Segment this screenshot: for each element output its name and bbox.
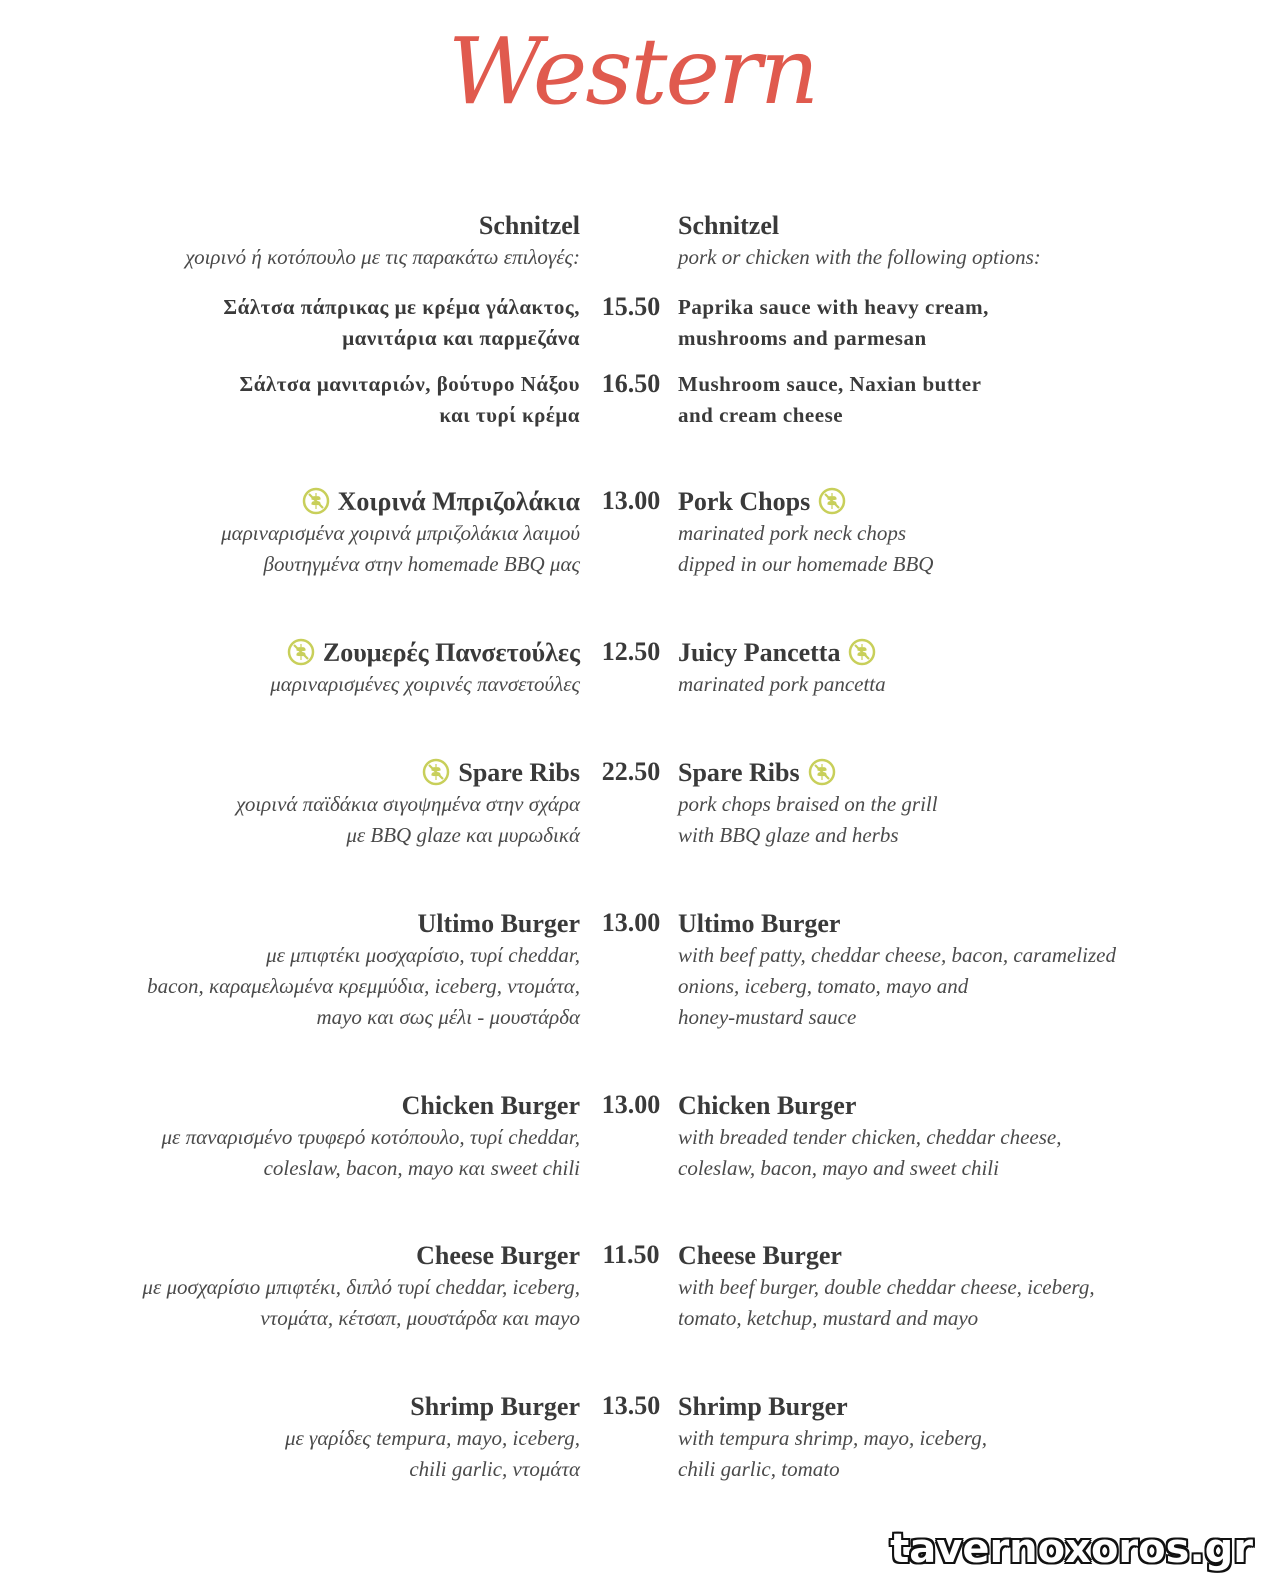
item-name-en: Spare Ribs [678,757,938,789]
item-desc-en: marinated pork neck chops [678,521,907,545]
schnitzel-desc-gr: χοιρινό ή κοτόπουλο με τις παρακάτω επιλογές: [185,245,580,269]
item-name-gr: Χοιρινά Μπριζολάκια [221,486,580,518]
item-desc-gr: βουτηγμένα στην homemade BBQ μας [263,552,580,576]
option-line-en: mushrooms and parmesan [678,326,927,350]
item-price: 22.50 [601,757,661,786]
item-name-gr: Spare Ribs [236,757,580,789]
item-desc-gr: μαριναρισμένες χοιρινές πανσετούλες [270,672,580,696]
item-price: 13.50 [601,1391,661,1420]
schnitzel-name-gr: Schnitzel [478,211,580,240]
gluten-free-icon [848,638,876,666]
item-desc-en: with tempura shrimp, mayo, iceberg, [678,1426,987,1450]
item-price: 13.00 [601,908,661,937]
item-desc-gr: mayo και σως μέλι - μουστάρδα [316,1005,580,1029]
item-desc-en: coleslaw, bacon, mayo and sweet chili [678,1156,999,1180]
item-price: 13.00 [601,1090,661,1119]
item-desc-gr: με BBQ glaze και μυρωδικά [346,823,580,847]
item-desc-en: with breaded tender chicken, cheddar cheese, [678,1125,1062,1149]
item-desc-en: with beef burger, double cheddar cheese, iceberg, [678,1275,1095,1299]
item-name-gr: Shrimp Burger [410,1392,580,1421]
option-line-en: Paprika sauce with heavy cream, [678,295,989,319]
item-desc-en: marinated pork pancetta [678,672,886,696]
option-line-en: and cream cheese [678,403,844,427]
option-line-gr: μανιτάρια και παρμεζάνα [342,326,580,350]
item-name-en: Chicken Burger [678,1091,857,1120]
item-name-en: Shrimp Burger [678,1392,848,1421]
option-line-en: Mushroom sauce, Naxian butter [678,372,982,396]
gluten-free-icon [302,487,330,515]
option-line-gr: και τυρί κρέμα [439,403,580,427]
option-line-gr: Σάλτσα πάπρικας με κρέμα γάλακτος, [223,295,580,319]
item-name-gr: Ultimo Burger [417,909,580,938]
item-desc-en: honey-mustard sauce [678,1005,857,1029]
gluten-free-icon [422,758,450,786]
item-desc-en: dipped in our homemade BBQ [678,552,934,576]
item-name-en: Ultimo Burger [678,909,841,938]
item-desc-gr: με μοσχαρίσιο μπιφτέκι, διπλό τυρί cheddar, iceberg, [142,1275,580,1299]
item-desc-gr: ντομάτα, κέτσαπ, μουστάρδα και mayo [260,1306,580,1330]
item-desc-gr: μαριναρισμένα χοιρινά μπριζολάκια λαιμού [221,521,580,545]
item-desc-gr: bacon, καραμελωμένα κρεμμύδια, iceberg, ντομάτα, [147,974,580,998]
item-desc-gr: chili garlic, ντομάτα [409,1457,580,1481]
item-price: 12.50 [601,637,661,666]
item-desc-en: chili garlic, tomato [678,1457,840,1481]
item-desc-gr: coleslaw, bacon, mayo και sweet chili [263,1156,580,1180]
watermark-text: tavernoxoros.gr [890,1526,1253,1572]
item-desc-gr: με γαρίδες tempura, mayo, iceberg, [284,1426,580,1450]
item-price: 11.50 [602,1240,660,1269]
item-desc-gr: με μπιφτέκι μοσχαρίσιο, τυρί cheddar, [266,943,580,967]
gluten-free-icon [287,638,315,666]
item-desc-en: onions, iceberg, tomato, mayo and [678,974,969,998]
menu-title: Western [447,18,818,125]
item-name-gr: Chicken Burger [401,1091,580,1120]
item-desc-en: pork chops braised on the grill [678,792,938,816]
item-name-gr: Cheese Burger [416,1241,580,1270]
item-name-gr: Ζουμερές Πανσετούλες [270,637,580,669]
item-name-en: Pork Chops [678,486,933,518]
gluten-free-icon [818,487,846,515]
gluten-free-icon [808,758,836,786]
option-price: 15.50 [601,292,661,321]
item-desc-en: with BBQ glaze and herbs [678,823,899,847]
schnitzel-name-en: Schnitzel [678,211,780,240]
item-desc-en: with beef patty, cheddar cheese, bacon, caramelized [678,943,1116,967]
item-desc-en: tomato, ketchup, mustard and mayo [678,1306,979,1330]
item-name-en: Cheese Burger [678,1241,842,1270]
schnitzel-desc-en: pork or chicken with the following options: [678,245,1041,269]
item-desc-gr: με παναρισμένο τρυφερό κοτόπουλο, τυρί cheddar, [161,1125,580,1149]
item-desc-gr: χοιρινά παϊδάκια σιγοψημένα στην σχάρα [236,792,580,816]
item-name-en: Juicy Pancetta [678,637,886,669]
option-line-gr: Σάλτσα μανιταριών, βούτυρο Νάξου [239,372,580,396]
option-price: 16.50 [601,369,661,398]
item-price: 13.00 [601,486,661,515]
